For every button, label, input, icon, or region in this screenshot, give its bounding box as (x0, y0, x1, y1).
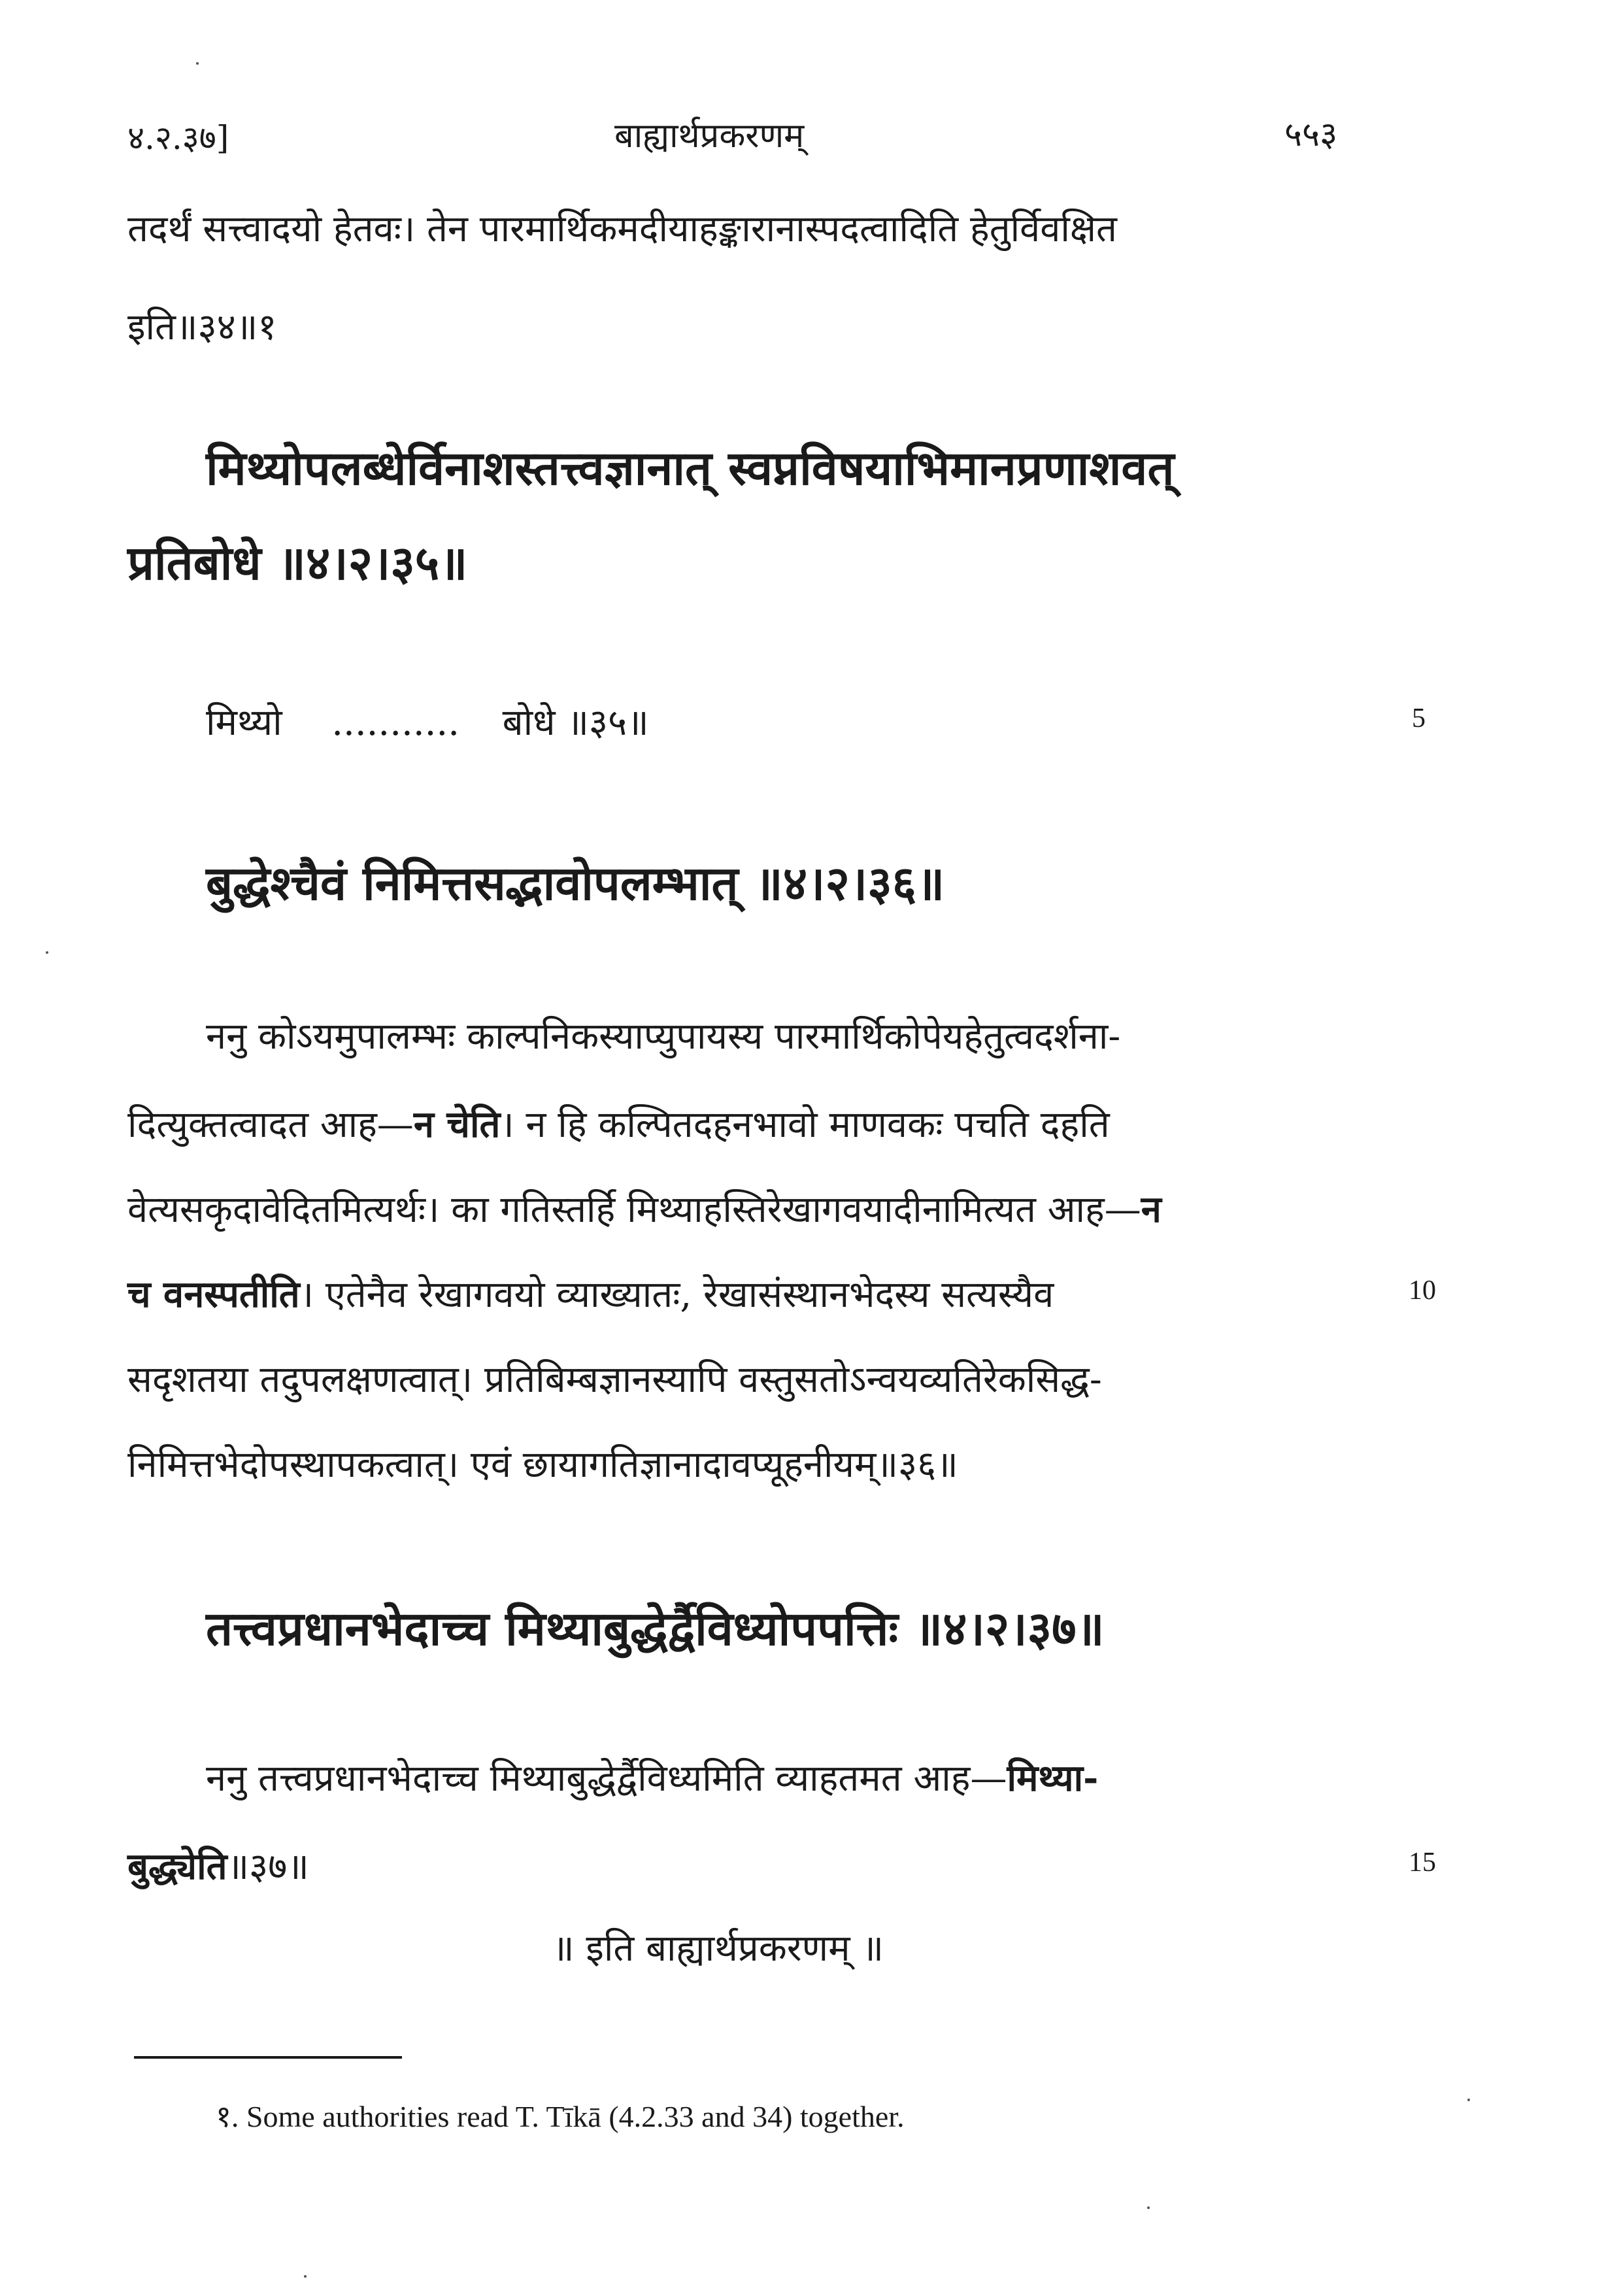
commentary-36-line-5: सदृशतया तदुपलक्षणत्वात्। प्रतिबिम्बज्ञानस्यापि वस्तुसतोऽन्वयव्यतिरेकसिद्ध- (127, 1359, 1102, 1401)
page-number: ५५३ (1284, 115, 1338, 154)
footnote: १. Some authorities read T. Tīkā (4.2.33 and 34) together. (216, 2100, 905, 2133)
margin-line-number-10: 10 (1409, 1275, 1436, 1306)
sutra-36: बुद्धेश्चैवं निमित्तसद्भावोपलम्भात् ॥४।२।३६॥ (206, 855, 945, 911)
commentary-35-end: बोधे ॥३५॥ (502, 701, 649, 744)
section-colophon: ॥ इति बाह्यार्थप्रकरणम् ॥ (552, 1927, 884, 1970)
commentary-36-line-4-rest: । एतेनैव रेखागवयो व्याख्यातः, रेखासंस्थानभेदस्य सत्यस्यैव (299, 1274, 1054, 1316)
commentary-36-line-3-text: वेत्यसकृदावेदितमित्यर्थः। का गतिस्तर्हि मिथ्याहस्तिरेखागवयादीनामित्यत आह— (127, 1189, 1141, 1231)
commentary-35-start: मिथ्यो (206, 701, 282, 744)
commentary-36-line-2-rest: । न हि कल्पितदहनभावो माणवकः पचति दहति (500, 1104, 1110, 1146)
commentary-36-line-2 (127, 1098, 1110, 1148)
margin-line-number-15: 15 (1409, 1848, 1436, 1878)
sutra-35-line-1: मिथ्योपलब्धेर्विनाशस्तत्त्वज्ञानात् स्वप्नविषयाभिमानप्रणाशवत् (206, 440, 1175, 496)
header-title: बाह्यार्थप्रकरणम् (614, 116, 805, 156)
commentary-37-pratika-mithya: मिथ्या- (1007, 1757, 1099, 1800)
header-reference: ४.२.३७] (127, 119, 229, 157)
commentary-36-pratika-ca-vanaspatiti: च वनस्पतीति (127, 1273, 300, 1316)
commentary-37-pratika-buddhyeti: बुद्ध्येति (127, 1845, 227, 1888)
commentary-36-pratika-na: न (1141, 1188, 1161, 1231)
scan-speck (304, 2275, 307, 2278)
margin-line-number-5: 5 (1412, 703, 1426, 734)
scan-speck (1467, 2099, 1470, 2101)
commentary-35-ellipsis: ........... (331, 701, 460, 744)
scan-speck (46, 951, 48, 954)
scan-speck (1147, 2206, 1150, 2209)
intro-line-2: इति॥३४॥१ (127, 306, 277, 348)
sutra-35-line-2: प्रतिबोधे ॥४।२।३५॥ (127, 535, 468, 590)
commentary-36-line-4 (127, 1268, 1054, 1318)
commentary-36-line-3 (127, 1183, 1161, 1233)
commentary-36-line-2-text: दित्युक्तत्वादत आह— (127, 1104, 414, 1146)
commentary-37-line-2-rest: ॥३७॥ (227, 1846, 309, 1888)
scan-speck (196, 62, 199, 65)
commentary-36-line-6: निमित्तभेदोपस्थापकत्वात्। एवं छायागतिज्ञानादावप्यूहनीयम्॥३६॥ (127, 1443, 958, 1486)
commentary-37-line-1-text: ननु तत्त्वप्रधानभेदाच्च मिथ्याबुद्धेर्द्वैविध्यमिति व्याहतमत आह— (206, 1757, 1007, 1800)
commentary-37-line-2 (127, 1840, 309, 1890)
sutra-37: तत्त्वप्रधानभेदाच्च मिथ्याबुद्धेर्द्वैविध्योपपत्तिः ॥४।२।३७॥ (206, 1600, 1105, 1656)
commentary-36-pratika-na-ceti: न चेति (413, 1103, 501, 1146)
commentary-36-line-1: ननु कोऽयमुपालम्भः काल्पनिकस्याप्युपायस्य पारमार्थिकोपेयहेतुत्वदर्शना- (206, 1015, 1121, 1058)
intro-line-1: तदर्थं सत्त्वादयो हेतवः। तेन पारमार्थिकमदीयाहङ्कारानास्पदत्वादिति हेतुर्विवक्षित (127, 208, 1117, 250)
commentary-37-line-1 (206, 1752, 1098, 1802)
footnote-rule (134, 2056, 402, 2059)
commentary-35 (206, 696, 649, 746)
